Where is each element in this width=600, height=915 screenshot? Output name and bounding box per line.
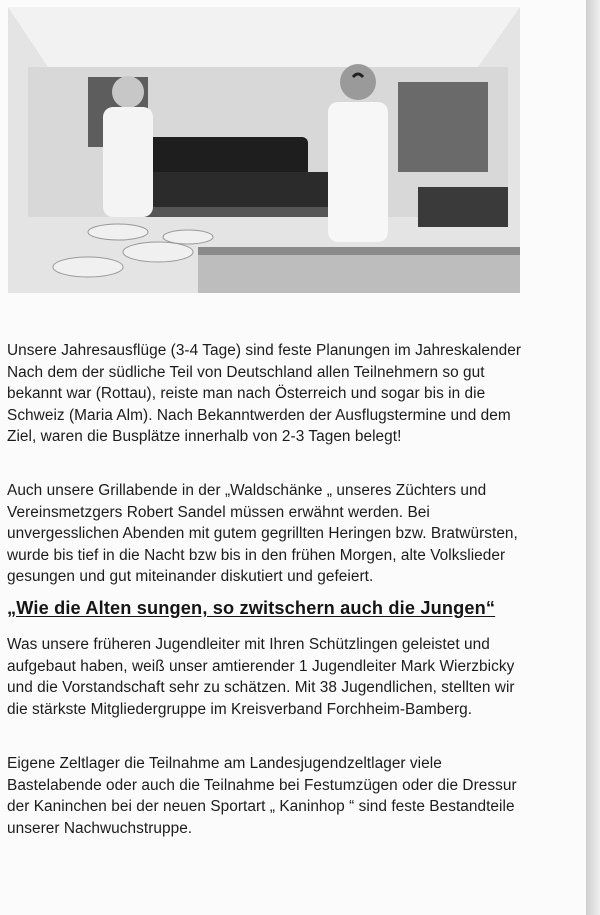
paragraph-jahresausfluege: Unsere Jahresausflüge (3-4 Tage) sind feste Planungen im Jahreskalender Nach dem der südliche Teil von Deutschland allen Teilnehmern so gut bekannt war (Rottau), reiste man nach Österreich und sogar bis in die Schweiz (Maria Alm). Nach Bekanntwerden der Ausflugstermine und dem Ziel, waren die Busplätze innerhalb von 2-3 Tagen belegt! [7,342,522,446]
photo-grill-scene [8,7,520,293]
paragraph-jugendleiter: Was unsere früheren Jugendleiter mit Ihren Schützlingen geleistet und aufgebaut haben, weiß unser amtierender 1 Jugendleiter Mark Wierzbicky und die Vorstandschaft sehr zu schätzen. Mit 38 Jugendlichen, stellten wir die stärkste Mitgliedergruppe im Kreisverband Forchheim-Bamberg. [7,636,515,718]
paragraph-grillabende: Auch unsere Grillabende in der „Waldschänke „ unseres Züchters und Vereinsmetzgers Robert Sandel müssen erwähnt werden. Bei unvergesslichen Abenden mit gutem gegrillten Heringen bzw. Bratwürsten, wurde bis tief in die Nacht bzw bis in den frühen Morgen, alte Volkslieder gesungen und gut miteinander diskutiert und gefeiert. [7,482,518,586]
page-edge [586,0,600,915]
section-heading: „Wie die Alten sungen, so zwitschern auch die Jungen“ [7,598,496,618]
paragraph-zeltlager: Eigene Zeltlager die Teilnahme am Landesjugendzeltlager viele Bastelabende oder auch die Teilnahme bei Festumzügen oder die Dressur der Kaninchen bei der neuen Sportart „ Kaninhop “ sind feste Bestandteile unserer Nachwuchstruppe. [7,755,517,837]
photo-illustration [8,7,520,293]
